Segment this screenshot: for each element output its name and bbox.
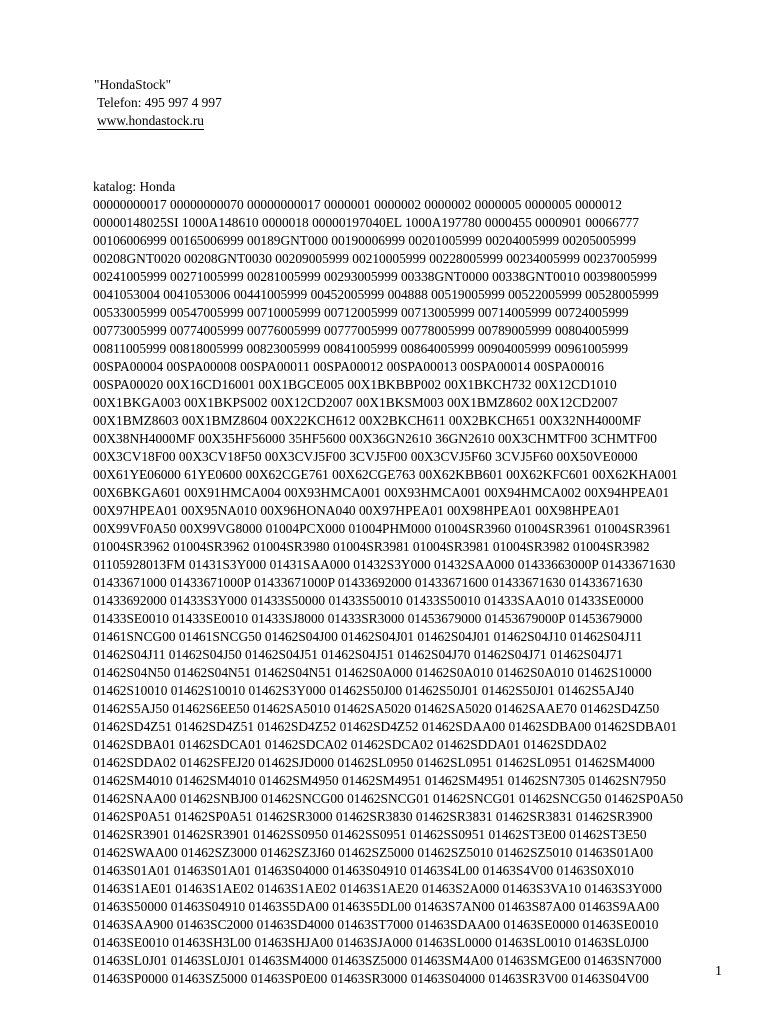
catalog-line: 01463SL0J01 01463SL0J01 01463SM4000 01463SZ5000 01463SM4A00 01463SMGE00 01463SN7000 <box>93 953 662 968</box>
catalog-line: 01105928013FM 01431S3Y000 01431SAA000 01432S3Y000 01432SAA000 01433663000P 01433671630 <box>93 557 676 572</box>
catalog-line: 01462S5AJ50 01462S6EE50 01462SA5010 01462SA5020 01462SA5020 01462SAAE70 01462SD4Z50 <box>93 701 660 716</box>
catalog-line: 00106006999 00165006999 00189GNT000 00190006999 00201005999 00204005999 00205005999 <box>93 233 637 248</box>
document-header <box>94 76 222 130</box>
catalog-line: 01463SAA900 01463SC2000 01463SD4000 01463ST7000 01463SDAA00 01463SE0000 01463SE0010 <box>93 917 659 932</box>
catalog-line: 00773005999 00774005999 00776005999 00777005999 00778005999 00789005999 00804005999 <box>93 323 629 338</box>
catalog-line: 01004SR3962 01004SR3962 01004SR3980 01004SR3981 01004SR3981 01004SR3982 01004SR3982 <box>93 539 650 554</box>
catalog-line: 01433671000 01433671000P 01433671000P 01433692000 01433671600 01433671630 01433671630 <box>93 575 643 590</box>
page-number: 1 <box>715 964 722 979</box>
catalog-line: 00X6BKGA601 00X91HMCA004 00X93HMCA001 00X93HMCA001 00X94HMCA002 00X94HPEA01 <box>93 485 670 500</box>
catalog-line: 01433SE0010 01433SE0010 01433SJ8000 01433SR3000 01453679000 01453679000P 01453679000 <box>93 611 643 626</box>
catalog-line: 01461SNCG00 01461SNCG50 01462S04J00 01462S04J01 01462S04J01 01462S04J10 01462S04J11 <box>93 629 643 644</box>
catalog-line: 00241005999 00271005999 00281005999 00293005999 00338GNT0000 00338GNT0010 00398005999 <box>93 269 657 284</box>
catalog-line: 01462S04J11 01462S04J50 01462S04J51 01462S04J51 01462S04J70 01462S04J71 01462S04J71 <box>93 647 624 662</box>
catalog-line: 01463S01A01 01463S01A01 01463S04000 01463S04910 01463S4L00 01463S4V00 01463S0X010 <box>93 863 634 878</box>
catalog-line: 01463S50000 01463S04910 01463S5DA00 01463S5DL00 01463S7AN00 01463S87A00 01463S9AA00 <box>93 899 660 914</box>
catalog-line: 00811005999 00818005999 00823005999 00841005999 00864005999 00904005999 00961005999 <box>93 341 629 356</box>
catalog-line: 00X38NH4000MF 00X35HF56000 35HF5600 00X36GN2610 36GN2610 00X3CHMTF00 3CHMTF00 <box>93 431 657 446</box>
catalog-line: 00SPA00004 00SPA00008 00SPA00011 00SPA00012 00SPA00013 00SPA00014 00SPA00016 <box>93 359 605 374</box>
catalog-line: 0041053004 0041053006 00441005999 00452005999 004888 00519005999 00522005999 00528005999 <box>93 287 659 302</box>
catalog-line: 01462SM4010 01462SM4010 01462SM4950 01462SM4951 01462SM4951 01462SN7305 01462SN7950 <box>93 773 666 788</box>
catalog-line: 00X1BKGA003 00X1BKPS002 00X12CD2007 00X1BKSM003 00X1BMZ8602 00X12CD2007 <box>93 395 618 410</box>
catalog-line: 00533005999 00547005999 00710005999 00712005999 00713005999 00714005999 00724005999 <box>93 305 629 320</box>
catalog-line: 01462SDBA01 01462SDCA01 01462SDCA02 01462SDCA02 01462SDDA01 01462SDDA02 <box>93 737 607 752</box>
catalog-title: katalog: Honda <box>93 179 176 194</box>
catalog-line: 01462SDDA02 01462SFEJ20 01462SJD000 01462SL0950 01462SL0951 01462SL0951 01462SM4000 <box>93 755 655 770</box>
catalog-line: 01462SWAA00 01462SZ3000 01462SZ3J60 01462SZ5000 01462SZ5010 01462SZ5010 01463S01A00 <box>93 845 654 860</box>
catalog-line: 01462SNAA00 01462SNBJ00 01462SNCG00 01462SNCG01 01462SNCG01 01462SNCG50 01462SP0A50 <box>93 791 684 806</box>
catalog-line: 01433692000 01433S3Y000 01433S50000 01433S50010 01433S50010 01433SAA010 01433SE0000 <box>93 593 644 608</box>
catalog-line: 00208GNT0020 00208GNT0030 00209005999 00210005999 00228005999 00234005999 00237005999 <box>93 251 657 266</box>
catalog-line: 01462SR3901 01462SR3901 01462SS0950 01462SS0951 01462SS0951 01462ST3E00 01462ST3E50 <box>93 827 647 842</box>
catalog-line: 00X97HPEA01 00X95NA010 00X96HONA040 00X97HPEA01 00X98HPEA01 00X98HPEA01 <box>93 503 621 518</box>
phone-number: Telefon: 495 997 4 997 <box>97 95 222 110</box>
catalog-line: 01462S04N50 01462S04N51 01462S04N51 01462S0A000 01462S0A010 01462S0A010 01462S10000 <box>93 665 652 680</box>
catalog-line: 01463SP0000 01463SZ5000 01463SP0E00 01463SR3000 01463S04000 01463SR3V00 01463S04V00 <box>93 971 649 986</box>
company-name: "HondaStock" <box>94 77 172 92</box>
catalog-line: 00X1BMZ8603 00X1BMZ8604 00X22KCH612 00X2BKCH611 00X2BKCH651 00X32NH4000MF <box>93 413 642 428</box>
catalog-line: 00X61YE06000 61YE0600 00X62CGE761 00X62CGE763 00X62KBB601 00X62KFC601 00X62KHA001 <box>93 467 678 482</box>
catalog-line: 01462S10010 01462S10010 01462S3Y000 01462S50J00 01462S50J01 01462S50J01 01462S5AJ40 <box>93 683 634 698</box>
catalog-line: 01462SD4Z51 01462SD4Z51 01462SD4Z52 01462SD4Z52 01462SDAA00 01462SDBA00 01462SDBA01 <box>93 719 678 734</box>
catalog-line: 00X99VF0A50 00X99VG8000 01004PCX000 01004PHM000 01004SR3960 01004SR3961 01004SR3961 <box>93 521 672 536</box>
catalog-line: 00SPA00020 00X16CD16001 00X1BGCE005 00X1BKBBP002 00X1BKCH732 00X12CD1010 <box>93 377 617 392</box>
catalog-line: 00000000017 00000000070 00000000017 0000001 0000002 0000002 0000005 0000005 0000012 <box>93 197 622 212</box>
catalog-line: 01462SP0A51 01462SP0A51 01462SR3000 01462SR3830 01462SR3831 01462SR3831 01462SR3900 <box>93 809 653 824</box>
catalog-line: 00000148025SI 1000A148610 0000018 00000197040EL 1000A197780 0000455 0000901 00066777 <box>93 215 639 230</box>
catalog-list <box>93 196 683 988</box>
catalog-line: 01463S1AE01 01463S1AE02 01463S1AE02 01463S1AE20 01463S2A000 01463S3VA10 01463S3Y000 <box>93 881 662 896</box>
catalog-section <box>93 178 683 988</box>
catalog-line: 01463SE0010 01463SH3L00 01463SHJA00 01463SJA000 01463SL0000 01463SL0010 01463SL0J00 <box>93 935 649 950</box>
catalog-line: 00X3CV18F00 00X3CV18F50 00X3CVJ5F00 3CVJ5F00 00X3CVJ5F60 3CVJ5F60 00X50VE0000 <box>93 449 638 464</box>
website-link[interactable]: www.hondastock.ru <box>97 113 204 128</box>
